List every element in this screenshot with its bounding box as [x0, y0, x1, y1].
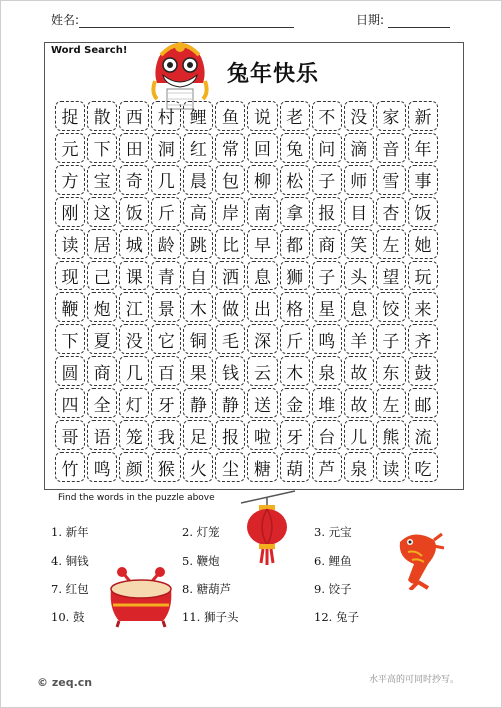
drum-icon	[105, 563, 177, 629]
grid-cell: 家	[376, 101, 406, 131]
grid-cell: 年	[408, 133, 438, 163]
letter-grid	[54, 100, 439, 483]
grid-cell: 狮	[280, 261, 310, 291]
grid-cell: 深	[247, 324, 277, 354]
name-label: 姓名:	[51, 13, 80, 27]
grid-cell: 洒	[215, 261, 245, 291]
grid-cell: 没	[119, 324, 149, 354]
grid-cell: 居	[87, 229, 117, 259]
word-item: 10. 鼓	[51, 610, 85, 624]
grid-cell: 夏	[87, 324, 117, 354]
grid-cell: 鸣	[87, 452, 117, 482]
grid-cell: 星	[312, 292, 342, 322]
grid-cell: 足	[183, 420, 213, 450]
grid-cell: 散	[87, 101, 117, 131]
grid-cell: 哥	[55, 420, 85, 450]
grid-cell: 葫	[280, 452, 310, 482]
grid-cell: 读	[55, 229, 85, 259]
grid-cell: 几	[119, 356, 149, 386]
grid-cell: 目	[344, 197, 374, 227]
grid-cell: 静	[215, 388, 245, 418]
grid-cell: 包	[215, 165, 245, 195]
grid-cell: 尘	[215, 452, 245, 482]
word-item: 3. 元宝	[314, 525, 352, 539]
koi-fish-icon	[394, 524, 446, 590]
grid-cell: 洞	[151, 133, 181, 163]
grid-cell: 羊	[344, 324, 374, 354]
word-item: 9. 饺子	[314, 582, 352, 596]
grid-cell: 常	[215, 133, 245, 163]
grid-cell: 刚	[55, 197, 85, 227]
grid-cell: 炮	[87, 292, 117, 322]
site-link[interactable]: © zeq.cn	[37, 676, 93, 689]
grid-cell: 木	[183, 292, 213, 322]
grid-cell: 鱼	[215, 101, 245, 131]
word-item: 5. 鞭炮	[182, 554, 220, 568]
grid-cell: 金	[280, 388, 310, 418]
grid-cell: 竹	[55, 452, 85, 482]
grid-cell: 火	[183, 452, 213, 482]
grid-cell: 息	[344, 292, 374, 322]
word-search-label: Word Search!	[51, 45, 128, 56]
grid-cell: 比	[215, 229, 245, 259]
grid-cell: 城	[119, 229, 149, 259]
grid-cell: 全	[87, 388, 117, 418]
grid-cell: 晨	[183, 165, 213, 195]
grid-cell: 子	[312, 261, 342, 291]
grid-cell: 我	[151, 420, 181, 450]
instructions: Find the words in the puzzle above	[58, 493, 215, 503]
grid-cell: 商	[87, 356, 117, 386]
grid-cell: 老	[280, 101, 310, 131]
grid-cell: 毛	[215, 324, 245, 354]
grid-cell: 望	[376, 261, 406, 291]
grid-cell: 饺	[376, 292, 406, 322]
word-item: 1. 新年	[51, 525, 89, 539]
name-field	[51, 11, 294, 28]
grid-cell: 颜	[119, 452, 149, 482]
lantern-icon	[239, 489, 297, 569]
puzzle-title: 兔年快乐	[227, 61, 320, 87]
grid-cell: 田	[119, 133, 149, 163]
grid-cell: 现	[55, 261, 85, 291]
grid-cell: 邮	[408, 388, 438, 418]
grid-cell: 灯	[119, 388, 149, 418]
grid-cell: 格	[280, 292, 310, 322]
grid-cell: 这	[87, 197, 117, 227]
grid-cell: 鲤	[183, 101, 213, 131]
word-item: 7. 红包	[51, 582, 89, 596]
grid-cell: 饭	[408, 197, 438, 227]
date-line	[388, 15, 450, 28]
grid-cell: 静	[183, 388, 213, 418]
grid-cell: 松	[280, 165, 310, 195]
grid-cell: 笼	[119, 420, 149, 450]
grid-cell: 玩	[408, 261, 438, 291]
grid-cell: 果	[183, 356, 213, 386]
grid-cell: 笑	[344, 229, 374, 259]
grid-cell: 出	[247, 292, 277, 322]
grid-cell: 子	[312, 165, 342, 195]
grid-cell: 龄	[151, 229, 181, 259]
grid-cell: 师	[344, 165, 374, 195]
word-item: 11. 狮子头	[182, 610, 239, 624]
grid-cell: 音	[376, 133, 406, 163]
grid-cell: 南	[247, 197, 277, 227]
grid-cell: 捉	[55, 101, 85, 131]
grid-cell: 跳	[183, 229, 213, 259]
grid-cell: 钱	[215, 356, 245, 386]
word-item: 8. 糖葫芦	[182, 582, 232, 596]
grid-cell: 江	[119, 292, 149, 322]
grid-cell: 拿	[280, 197, 310, 227]
grid-cell: 它	[151, 324, 181, 354]
date-field	[356, 11, 450, 28]
grid-cell: 子	[376, 324, 406, 354]
grid-cell: 滴	[344, 133, 374, 163]
grid-cell: 奇	[119, 165, 149, 195]
grid-cell: 高	[183, 197, 213, 227]
grid-cell: 商	[312, 229, 342, 259]
grid-cell: 左	[376, 388, 406, 418]
word-item: 6. 鲤鱼	[314, 554, 352, 568]
footer-note: 水平高的可同时抄写。	[368, 675, 459, 685]
grid-cell: 杏	[376, 197, 406, 227]
grid-cell: 事	[408, 165, 438, 195]
grid-cell: 堆	[312, 388, 342, 418]
grid-cell: 东	[376, 356, 406, 386]
grid-cell: 方	[55, 165, 85, 195]
grid-cell: 她	[408, 229, 438, 259]
grid-cell: 下	[55, 324, 85, 354]
grid-cell: 下	[87, 133, 117, 163]
grid-cell: 说	[247, 101, 277, 131]
grid-cell: 问	[312, 133, 342, 163]
grid-cell: 元	[55, 133, 85, 163]
grid-cell: 铜	[183, 324, 213, 354]
grid-cell: 兔	[280, 133, 310, 163]
grid-cell: 西	[119, 101, 149, 131]
grid-cell: 头	[344, 261, 374, 291]
grid-cell: 雪	[376, 165, 406, 195]
grid-cell: 青	[151, 261, 181, 291]
grid-cell: 自	[183, 261, 213, 291]
grid-cell: 读	[376, 452, 406, 482]
grid-cell: 泉	[344, 452, 374, 482]
grid-cell: 牙	[151, 388, 181, 418]
grid-cell: 几	[151, 165, 181, 195]
grid-cell: 没	[344, 101, 374, 131]
grid-cell: 柳	[247, 165, 277, 195]
grid-cell: 息	[247, 261, 277, 291]
grid-cell: 芦	[312, 452, 342, 482]
grid-cell: 儿	[344, 420, 374, 450]
grid-cell: 吃	[408, 452, 438, 482]
grid-cell: 村	[151, 101, 181, 131]
grid-cell: 饭	[119, 197, 149, 227]
grid-cell: 云	[247, 356, 277, 386]
grid-cell: 牙	[280, 420, 310, 450]
grid-cell: 都	[280, 229, 310, 259]
grid-cell: 流	[408, 420, 438, 450]
grid-cell: 齐	[408, 324, 438, 354]
grid-cell: 故	[344, 388, 374, 418]
grid-cell: 红	[183, 133, 213, 163]
grid-cell: 语	[87, 420, 117, 450]
grid-cell: 斤	[151, 197, 181, 227]
grid-cell: 做	[215, 292, 245, 322]
word-item: 4. 铜钱	[51, 554, 89, 568]
grid-cell: 早	[247, 229, 277, 259]
grid-cell: 熊	[376, 420, 406, 450]
grid-cell: 己	[87, 261, 117, 291]
grid-cell: 来	[408, 292, 438, 322]
grid-cell: 回	[247, 133, 277, 163]
grid-cell: 泉	[312, 356, 342, 386]
grid-cell: 台	[312, 420, 342, 450]
date-label: 日期:	[356, 13, 385, 27]
grid-cell: 鼓	[408, 356, 438, 386]
word-item: 12. 兔子	[314, 610, 359, 624]
grid-cell: 景	[151, 292, 181, 322]
grid-cell: 糖	[247, 452, 277, 482]
grid-cell: 报	[215, 420, 245, 450]
grid-cell: 报	[312, 197, 342, 227]
grid-cell: 猴	[151, 452, 181, 482]
grid-cell: 故	[344, 356, 374, 386]
grid-cell: 木	[280, 356, 310, 386]
grid-cell: 圆	[55, 356, 85, 386]
grid-cell: 左	[376, 229, 406, 259]
grid-cell: 鸣	[312, 324, 342, 354]
grid-cell: 新	[408, 101, 438, 131]
grid-cell: 宝	[87, 165, 117, 195]
grid-cell: 岸	[215, 197, 245, 227]
grid-cell: 百	[151, 356, 181, 386]
grid-cell: 四	[55, 388, 85, 418]
grid-cell: 鞭	[55, 292, 85, 322]
name-line	[79, 15, 294, 28]
grid-cell: 课	[119, 261, 149, 291]
grid-cell: 啦	[247, 420, 277, 450]
grid-cell: 斤	[280, 324, 310, 354]
grid-cell: 不	[312, 101, 342, 131]
grid-cell: 送	[247, 388, 277, 418]
word-item: 2. 灯笼	[182, 525, 220, 539]
